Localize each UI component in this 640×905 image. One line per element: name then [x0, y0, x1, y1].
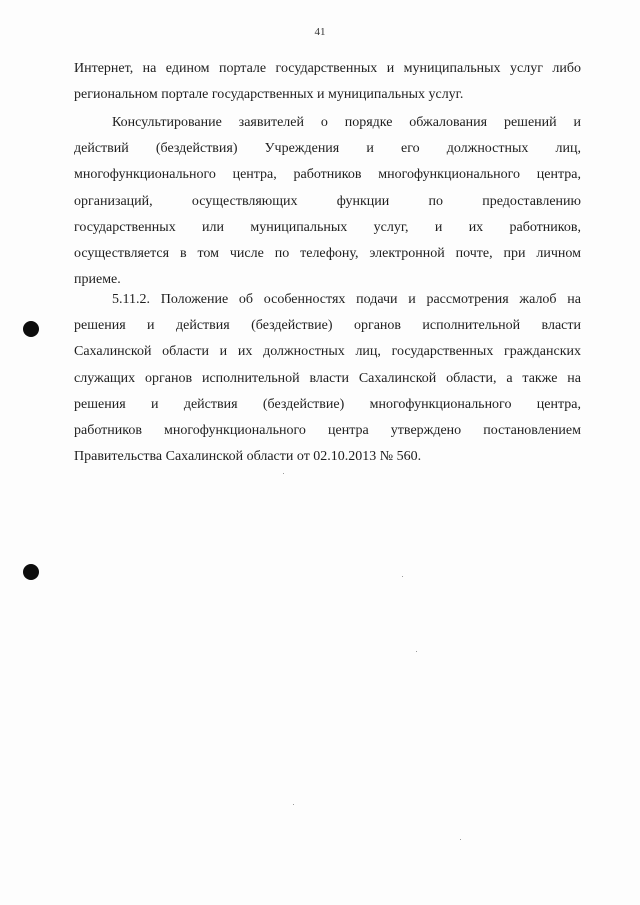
scan-speck [402, 576, 403, 577]
scan-speck [460, 839, 461, 840]
text-line: решения и действия (бездействие) многофункционального центра, [74, 396, 581, 412]
text-line: многофункционального центра, работников многофункционального центра, [74, 167, 581, 183]
text-line: действий (бездействия) Учреждения и его должностных лиц, [74, 141, 581, 157]
paragraph-5-11-2 [74, 287, 581, 470]
punch-hole-bottom [23, 564, 39, 580]
paragraph-continuation [74, 56, 581, 108]
text-line: служащих органов исполнительной власти Сахалинской области, а также на [74, 370, 581, 386]
text-line: 5.11.2. Положение об особенностях подачи и рассмотрения жалоб на [112, 292, 581, 307]
text-line: Интернет, на едином портале государственных и муниципальных услуг либо [74, 61, 581, 76]
text-line: организаций, осуществляющих функции по предоставлению [74, 193, 581, 209]
text-line: решения и действия (бездействие) органов исполнительной власти [74, 318, 581, 334]
text-line: государственных или муниципальных услуг, и их работников, [74, 219, 581, 235]
text-line: осуществляется в том числе по телефону, электронной почте, при личном [74, 245, 581, 261]
text-line: Консультирование заявителей о порядке обжалования решений и [112, 115, 581, 130]
scan-speck [416, 651, 417, 652]
punch-hole-top [23, 321, 39, 337]
text-line: региональном портале государственных и муниципальных услуг. [74, 87, 464, 103]
text-line: приеме. [74, 272, 121, 288]
text-line: Сахалинской области и их должностных лиц, государственных гражданских [74, 344, 581, 360]
scan-speck [293, 804, 294, 805]
page-number: 41 [314, 26, 326, 38]
scan-speck [283, 473, 284, 474]
text-line: Правительства Сахалинской области от 02.10.2013 № 560. [74, 449, 422, 465]
paragraph-consultation [74, 110, 581, 293]
text-line: работников многофункционального центра утверждено постановлением [74, 422, 581, 438]
